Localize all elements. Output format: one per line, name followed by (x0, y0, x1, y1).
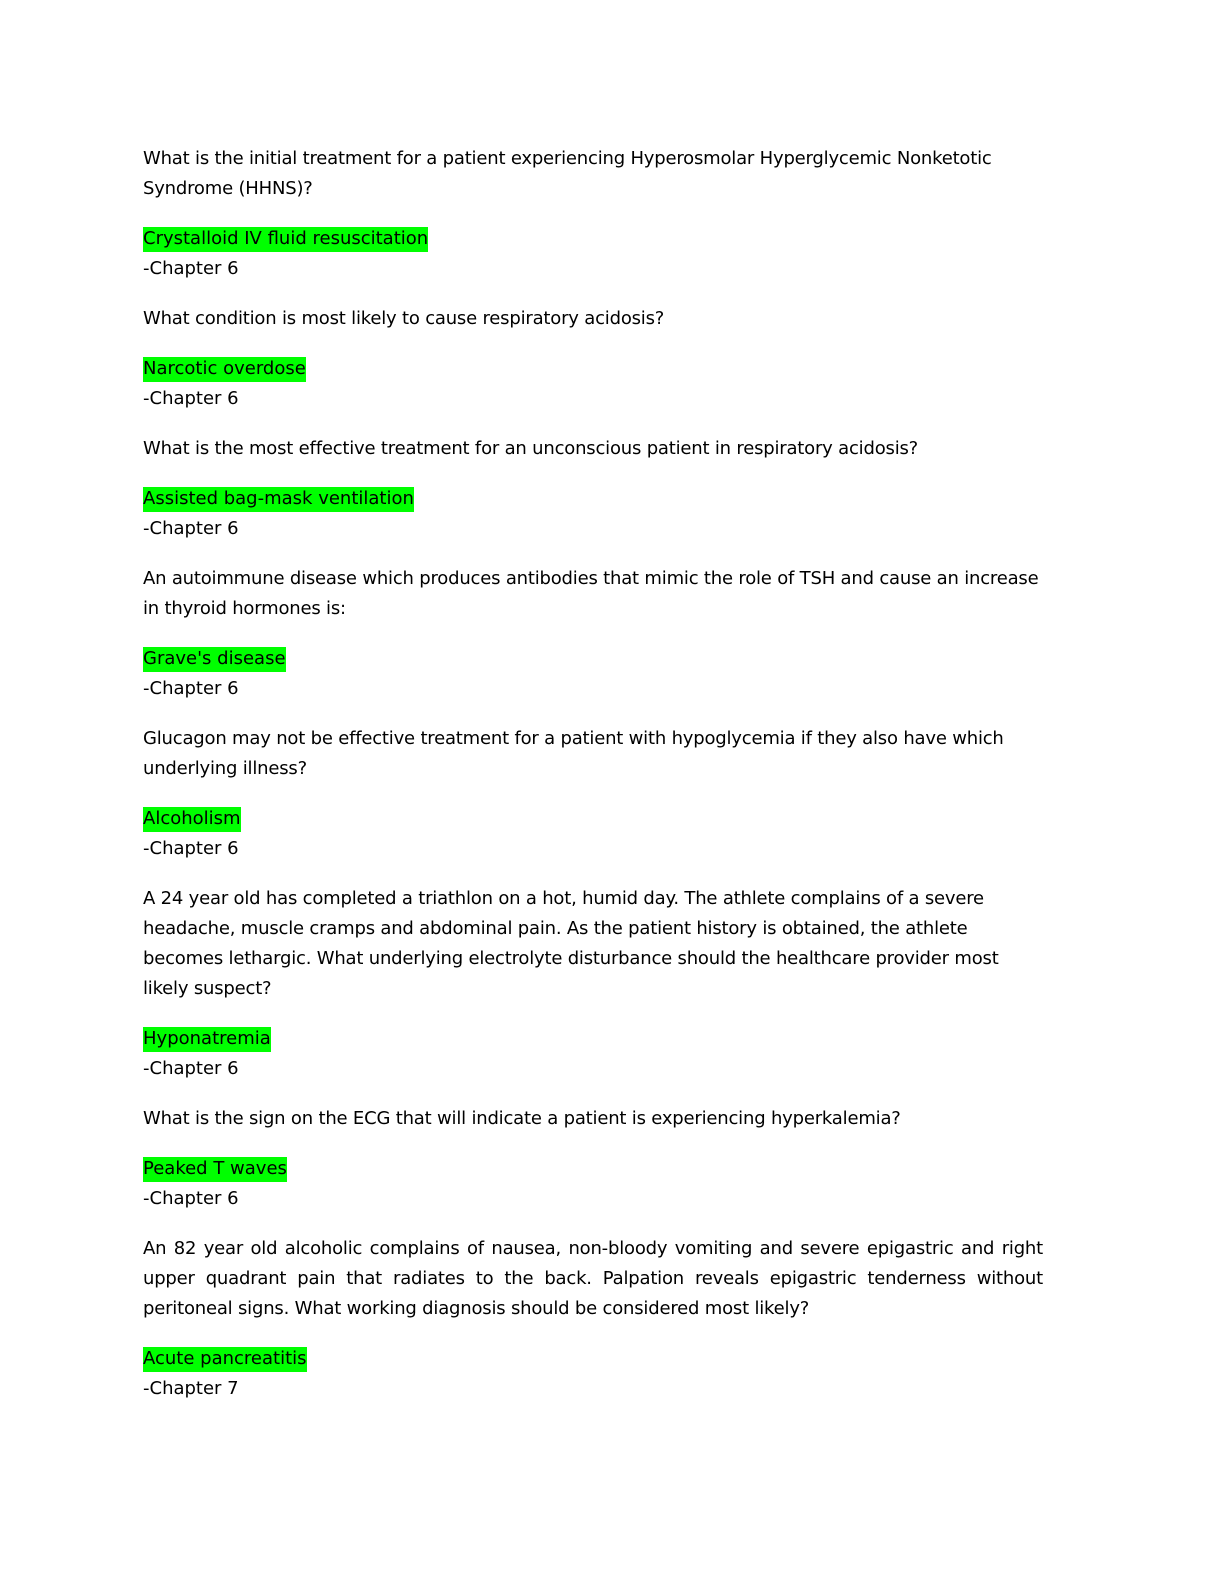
qa-item (143, 144, 1043, 284)
question-text: Glucagon may not be effective treatment for a patient with hypoglycemia if they also have which underlying illness? (143, 728, 1004, 779)
question-text: An autoimmune disease which produces antibodies that mimic the role of TSH and cause an increase in thyroid hormones is: (143, 568, 1039, 619)
qa-item (143, 724, 1043, 864)
chapter-reference: -Chapter 6 (143, 838, 239, 859)
answer-line (143, 804, 1043, 834)
qa-item (143, 1104, 1043, 1214)
answer-line (143, 1344, 1043, 1374)
answer-line (143, 644, 1043, 674)
highlighted-answer: Grave's disease (143, 647, 286, 672)
qa-item (143, 304, 1043, 414)
question-text: A 24 year old has completed a triathlon on a hot, humid day. The athlete complains of a severe headache, muscle cramps and abdominal pain. As the patient history is obtained, the athlete becomes lethargic. What underlying electrolyte disturbance should the healthcare provider most likely suspect? (143, 888, 999, 999)
document-page (143, 144, 1043, 1424)
qa-item (143, 1234, 1043, 1404)
chapter-reference: -Chapter 6 (143, 678, 239, 699)
answer-line (143, 354, 1043, 384)
highlighted-answer: Peaked T waves (143, 1157, 287, 1182)
answer-line (143, 1024, 1043, 1054)
chapter-reference: -Chapter 6 (143, 388, 239, 409)
highlighted-answer: Acute pancreatitis (143, 1347, 307, 1372)
question-text: An 82 year old alcoholic complains of nausea, non-bloody vomiting and severe epigastric and right upper quadrant pain that radiates to the back. Palpation reveals epigastric tenderness without peritoneal signs. What working diagnosis should be considered most likely? (143, 1238, 1043, 1319)
question-text: What is the initial treatment for a patient experiencing Hyperosmolar Hyperglycemic Nonketotic Syndrome (HHNS)? (143, 148, 992, 199)
chapter-reference: -Chapter 6 (143, 518, 239, 539)
answer-line (143, 484, 1043, 514)
qa-item (143, 434, 1043, 544)
chapter-reference: -Chapter 6 (143, 1058, 239, 1079)
highlighted-answer: Alcoholism (143, 807, 241, 832)
chapter-reference: -Chapter 6 (143, 1188, 239, 1209)
answer-line (143, 1154, 1043, 1184)
chapter-reference: -Chapter 7 (143, 1378, 239, 1399)
qa-item (143, 564, 1043, 704)
highlighted-answer: Narcotic overdose (143, 357, 306, 382)
question-text: What is the sign on the ECG that will indicate a patient is experiencing hyperkalemia? (143, 1108, 901, 1129)
qa-item (143, 884, 1043, 1084)
question-text: What condition is most likely to cause respiratory acidosis? (143, 308, 665, 329)
highlighted-answer: Hyponatremia (143, 1027, 271, 1052)
highlighted-answer: Crystalloid IV fluid resuscitation (143, 227, 428, 252)
chapter-reference: -Chapter 6 (143, 258, 239, 279)
answer-line (143, 224, 1043, 254)
question-text: What is the most effective treatment for an unconscious patient in respiratory acidosis? (143, 438, 919, 459)
highlighted-answer: Assisted bag-mask ventilation (143, 487, 414, 512)
